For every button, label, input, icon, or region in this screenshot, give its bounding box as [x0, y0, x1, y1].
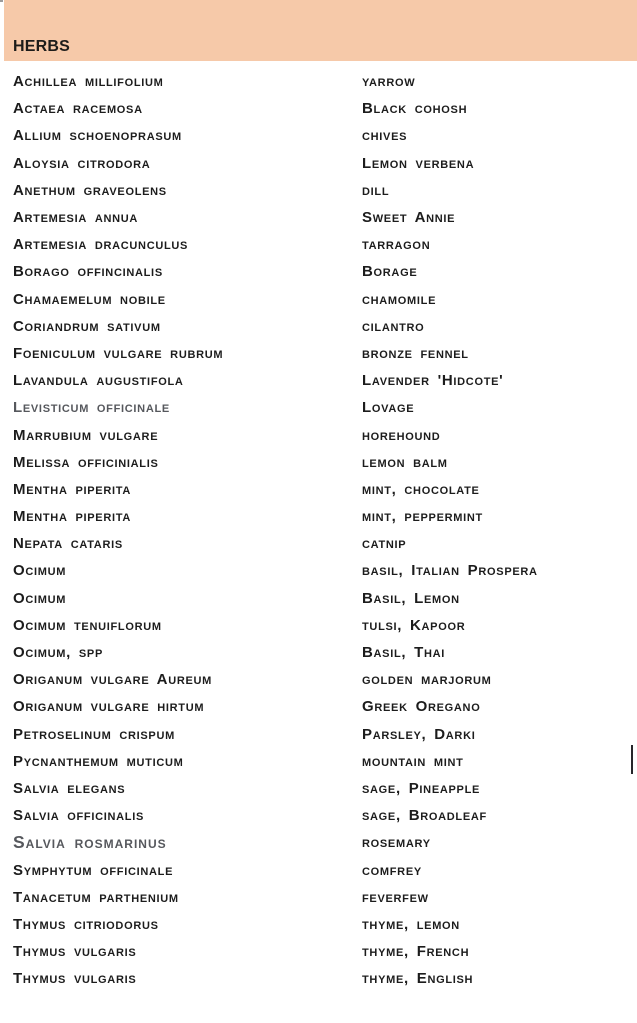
latin-name-cell: Levisticum officinale: [13, 399, 170, 417]
latin-name-cell: Thymus vulgaris: [13, 943, 137, 961]
common-name-cell: sage, Broadleaf: [362, 807, 487, 825]
common-name-cell: mountain mint: [362, 752, 464, 770]
table-row: [0, 721, 637, 748]
latin-name-cell: Lavandula augustifola: [13, 372, 184, 390]
table-row: [0, 449, 637, 476]
common-name-cell: Greek Oregano: [362, 698, 481, 716]
latin-name-cell: Pycnanthemum muticum: [13, 752, 184, 770]
table-row: [0, 911, 637, 938]
latin-name-cell: Chamaemelum nobile: [13, 290, 166, 308]
text-cursor-artifact: [631, 745, 633, 774]
section-header-band: [4, 0, 637, 61]
common-name-cell: basil, Italian Prospera: [362, 562, 538, 580]
latin-name-cell: Salvia officinalis: [13, 807, 145, 825]
common-name-cell: thyme, English: [362, 970, 474, 988]
table-row: [0, 557, 637, 584]
table-row: [0, 68, 637, 95]
common-name-cell: horehound: [362, 426, 441, 444]
common-name-cell: bronze fennel: [362, 344, 469, 362]
latin-name-cell: Ocimum tenuiflorum: [13, 616, 162, 634]
common-name-cell: mint, peppermint: [362, 508, 483, 526]
common-name-cell: mint, chocolate: [362, 480, 480, 498]
table-row: [0, 748, 637, 775]
latin-name-cell: Tanacetum parthenium: [13, 888, 179, 906]
latin-name-cell: Artemesia dracunculus: [13, 236, 189, 254]
common-name-cell: Parsley, Darki: [362, 725, 476, 743]
latin-name-cell: Mentha piperita: [13, 508, 131, 526]
common-name-cell: catnip: [362, 535, 407, 553]
table-row: [0, 122, 637, 149]
latin-name-cell: Coriandrum sativum: [13, 317, 161, 335]
latin-name-cell: Symphytum officinale: [13, 861, 174, 879]
table-row: [0, 639, 637, 666]
common-name-cell: lemon balm: [362, 453, 448, 471]
table-row: [0, 666, 637, 693]
latin-name-cell: Foeniculum vulgare rubrum: [13, 344, 224, 362]
latin-name-cell: Ocimum: [13, 589, 67, 607]
table-row: [0, 965, 637, 992]
table-row: [0, 585, 637, 612]
common-name-cell: Lemon verbena: [362, 154, 475, 172]
latin-name-cell: Ocimum, spp: [13, 644, 103, 662]
table-row: [0, 177, 637, 204]
latin-name-cell: Petroselinum crispum: [13, 725, 175, 743]
latin-name-cell: Nepata cataris: [13, 535, 123, 553]
common-name-cell: rosemary: [362, 834, 431, 852]
common-name-cell: dill: [362, 181, 390, 199]
table-row: [0, 802, 637, 829]
table-row: [0, 95, 637, 122]
latin-name-cell: Mentha piperita: [13, 480, 131, 498]
table-row: [0, 856, 637, 883]
common-name-cell: Basil, Lemon: [362, 589, 460, 607]
table-row: [0, 530, 637, 557]
latin-name-cell: Thymus vulgaris: [13, 970, 137, 988]
common-name-cell: Sweet Annie: [362, 209, 456, 227]
table-row: [0, 204, 637, 231]
latin-name-cell: Melissa officinialis: [13, 453, 159, 471]
common-name-cell: cilantro: [362, 317, 425, 335]
common-name-cell: Lovage: [362, 399, 415, 417]
table-row: [0, 394, 637, 421]
table-row: [0, 884, 637, 911]
table-row: [0, 258, 637, 285]
table-row: [0, 612, 637, 639]
common-name-cell: yarrow: [362, 73, 416, 91]
common-name-cell: feverfew: [362, 888, 429, 906]
table-row: [0, 340, 637, 367]
latin-name-cell: Anethum graveolens: [13, 181, 167, 199]
corner-artifact: [0, 0, 3, 2]
common-name-cell: thyme, lemon: [362, 915, 460, 933]
common-name-cell: thyme, French: [362, 943, 470, 961]
table-row: [0, 313, 637, 340]
herb-table: [0, 68, 637, 992]
table-row: [0, 421, 637, 448]
table-row: [0, 829, 637, 856]
latin-name-cell: Aloysia citrodora: [13, 154, 151, 172]
common-name-cell: chives: [362, 127, 408, 145]
table-row: [0, 231, 637, 258]
table-row: [0, 367, 637, 394]
table-row: [0, 476, 637, 503]
table-row: [0, 693, 637, 720]
common-name-cell: sage, Pineapple: [362, 779, 481, 797]
common-name-cell: tulsi, Kapoor: [362, 616, 466, 634]
latin-name-cell: Ocimum: [13, 562, 67, 580]
common-name-cell: Borage: [362, 263, 418, 281]
latin-name-cell: Origanum vulgare Aureum: [13, 671, 213, 689]
section-title: HERBS: [13, 38, 71, 55]
common-name-cell: golden marjorum: [362, 671, 492, 689]
latin-name-cell: Achillea millifolium: [13, 73, 164, 91]
table-row: [0, 286, 637, 313]
common-name-cell: Black cohosh: [362, 100, 468, 118]
common-name-cell: Basil, Thai: [362, 644, 446, 662]
table-row: [0, 938, 637, 965]
latin-name-cell: Salvia elegans: [13, 779, 126, 797]
latin-name-cell: Salvia rosmarinus: [13, 832, 167, 853]
latin-name-cell: Borago offincinalis: [13, 263, 163, 281]
latin-name-cell: Origanum vulgare hirtum: [13, 698, 205, 716]
common-name-cell: tarragon: [362, 236, 431, 254]
common-name-cell: comfrey: [362, 861, 422, 879]
table-row: [0, 150, 637, 177]
common-name-cell: chamomile: [362, 290, 437, 308]
latin-name-cell: Actaea racemosa: [13, 100, 143, 118]
common-name-cell: Lavender 'Hidcote': [362, 372, 504, 390]
latin-name-cell: Marrubium vulgare: [13, 426, 159, 444]
table-row: [0, 775, 637, 802]
latin-name-cell: Allium schoenoprasum: [13, 127, 182, 145]
table-row: [0, 503, 637, 530]
latin-name-cell: Artemesia annua: [13, 209, 139, 227]
latin-name-cell: Thymus citriodorus: [13, 915, 159, 933]
